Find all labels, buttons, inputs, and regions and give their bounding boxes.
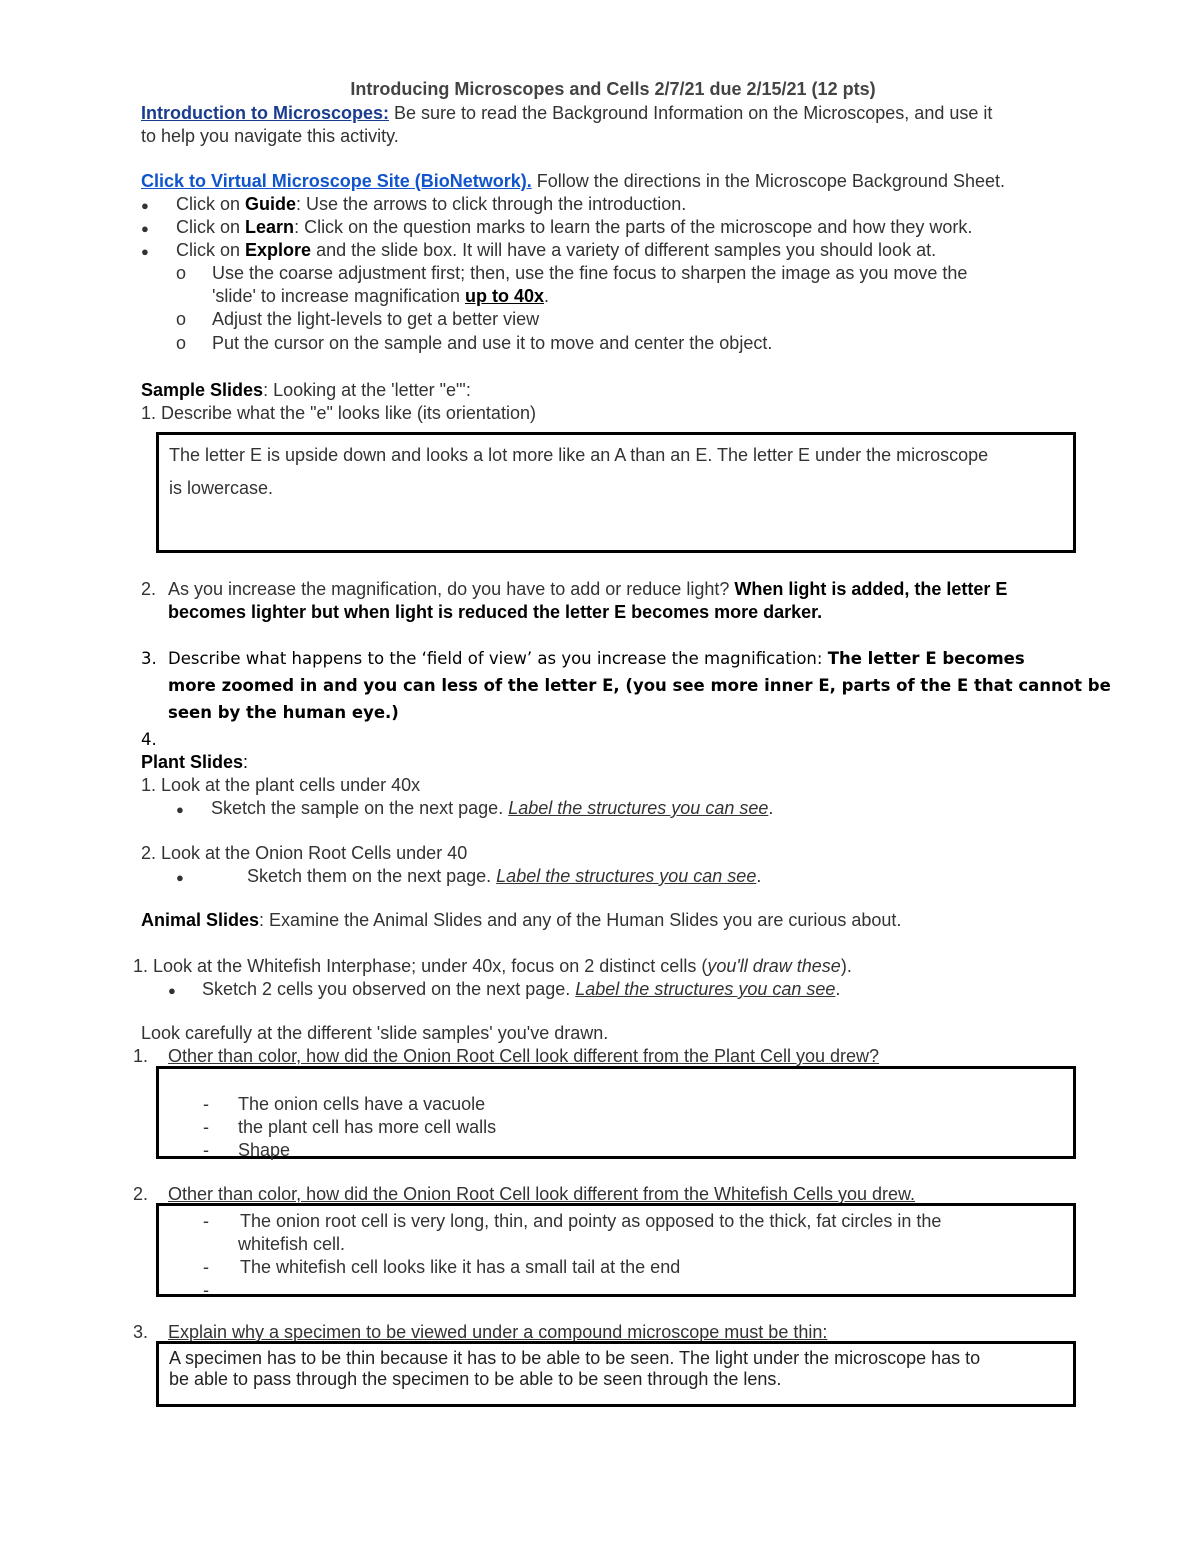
answer-text: is lowercase.	[169, 478, 274, 498]
step-text: Click on	[176, 240, 246, 260]
answer-box-3[interactable]	[156, 1203, 1076, 1300]
answer-text: The letter E becomes	[827, 649, 1025, 668]
animal-question-1-sub	[168, 978, 840, 1002]
sample-question-1: 1. Describe what the "e" looks like (its orientation)	[141, 403, 536, 423]
page-title: Introducing Microscopes and Cells 2/7/21 due 2/15/21 (12 pts)	[350, 79, 876, 99]
substep-marker: o	[176, 333, 187, 353]
sample-question-2	[168, 578, 1007, 601]
dash-marker: -	[203, 1094, 209, 1114]
plant-question-2: 2. Look at the Onion Root Cells under 40	[141, 843, 468, 863]
step-guide	[141, 193, 686, 217]
compare-question-3-number: 3.	[133, 1322, 149, 1342]
sample-question-3	[168, 645, 1025, 672]
answer-text: The letter E is upside down and looks a lot more like an A than an E. The letter E under the microscope	[169, 445, 989, 465]
substep-light: Adjust the light-levels to get a better view	[212, 309, 540, 329]
question-text: As you increase the magnification, do you have to add or reduce light?	[168, 579, 735, 599]
intro-heading: Introduction to Microscopes:	[141, 103, 390, 123]
answer-item: The onion cells have a vacuole	[238, 1094, 486, 1114]
sample-question-4-number: 4.	[141, 730, 157, 749]
substep-text: .	[544, 286, 550, 306]
label-instruction: Label the structures you can see	[496, 866, 757, 886]
answer-box-4[interactable]	[156, 1341, 1076, 1407]
link-line-text: Follow the directions in the Microscope Background Sheet.	[531, 171, 1005, 191]
question-text: ).	[840, 956, 852, 976]
step-text: Click on	[176, 194, 246, 214]
sample-slides-heading	[141, 379, 471, 402]
intro-text: Be sure to read the Background Information on the Microscopes, and use it	[389, 103, 993, 123]
animal-slides-heading	[141, 909, 901, 932]
answer-item: the plant cell has more cell walls	[238, 1117, 497, 1137]
compare-question-1-number: 1.	[133, 1046, 149, 1066]
step-text: Click on	[176, 217, 246, 237]
substep-coarse: Use the coarse adjustment first; then, use the fine focus to sharpen the image as you move the	[212, 263, 968, 283]
bullet-icon: ●	[141, 221, 149, 236]
substep-text: 'slide' to increase magnification	[212, 286, 466, 306]
step-text: : Use the arrows to click through the introduction.	[296, 194, 687, 214]
plant-question-1-sub	[176, 797, 773, 821]
plant-question-2-sub	[176, 865, 761, 889]
compare-intro: Look carefully at the different 'slide samples' you've drawn.	[141, 1023, 609, 1043]
answer-text: seen by the human eye.)	[168, 703, 399, 722]
intro-paragraph	[141, 102, 992, 125]
question-text: 1. Look at the Whitefish Interphase; under 40x, focus on 2 distinct cells (	[133, 956, 708, 976]
step-text: : Click on the question marks to learn the parts of the microscope and how they work.	[294, 217, 973, 237]
plant-slides-heading	[141, 751, 248, 774]
section-heading-text: : Examine the Animal Slides and any of the Human Slides you are curious about.	[259, 910, 902, 930]
compare-question-3: Explain why a specimen to be viewed under a compound microscope must be thin:	[168, 1322, 828, 1342]
answer-text: When light is added, the letter E	[734, 579, 1008, 599]
bullet-icon: ●	[141, 198, 149, 213]
dash-marker: -	[203, 1140, 209, 1160]
answer-text: more zoomed in and you can less of the letter E, (you see more inner E, parts of the E that cannot be	[168, 676, 1111, 695]
step-learn	[141, 216, 972, 240]
step-keyword: Learn	[245, 217, 295, 237]
instruction-text: Sketch them on the next page.	[247, 866, 497, 886]
section-heading: Plant Slides	[141, 752, 244, 772]
intro-text-cont: to help you navigate this activity.	[141, 126, 399, 146]
instruction-text: Sketch 2 cells you observed on the next page.	[202, 979, 576, 999]
bullet-icon: ●	[141, 244, 149, 259]
instruction-text: Sketch the sample on the next page.	[211, 798, 509, 818]
virtual-microscope-link[interactable]: Click to Virtual Microscope Site (BioNetwork).	[141, 171, 532, 191]
answer-text: A specimen has to be thin because it has to be able to be seen. The light under the microscope has to	[169, 1348, 981, 1368]
question-text: Describe what happens to the ‘field of view’ as you increase the magnification:	[168, 649, 828, 668]
answer-box-1[interactable]	[156, 432, 1076, 553]
plant-question-1: 1. Look at the plant cells under 40x	[141, 775, 421, 795]
substep-marker: o	[176, 263, 187, 283]
question-text-italic: you'll draw these	[707, 956, 841, 976]
section-heading: Sample Slides	[141, 380, 264, 400]
answer-box-2[interactable]	[156, 1066, 1076, 1159]
instruction-text: .	[835, 979, 841, 999]
sample-question-2-number: 2.	[141, 579, 157, 599]
section-heading-text: :	[243, 752, 249, 772]
answer-item: The whitefish cell looks like it has a small tail at the end	[240, 1257, 681, 1277]
compare-question-1: Other than color, how did the Onion Root Cell look different from the Plant Cell you drew?	[168, 1046, 880, 1066]
dash-marker: -	[203, 1257, 209, 1277]
bullet-icon: ●	[168, 983, 176, 998]
substep-cursor: Put the cursor on the sample and use it to move and center the object.	[212, 333, 773, 353]
answer-item: whitefish cell.	[238, 1234, 346, 1254]
link-line	[141, 170, 1005, 193]
answer-item: Shape	[238, 1140, 291, 1160]
step-keyword: Explore	[245, 240, 312, 260]
bullet-icon: ●	[176, 802, 184, 817]
step-explore	[141, 239, 936, 263]
step-keyword: Guide	[245, 194, 297, 214]
section-heading-text: : Looking at the 'letter "e"':	[263, 380, 471, 400]
dash-marker: -	[203, 1211, 209, 1231]
magnification-limit: up to 40x	[465, 286, 545, 306]
label-instruction: Label the structures you can see	[508, 798, 769, 818]
answer-text: be able to pass through the specimen to be able to be seen through the lens.	[169, 1369, 782, 1389]
compare-question-2-number: 2.	[133, 1184, 149, 1204]
instruction-text: .	[768, 798, 774, 818]
compare-question-2: Other than color, how did the Onion Root Cell look different from the Whitefish Cells you drew.	[168, 1184, 916, 1204]
substep-marker: o	[176, 309, 187, 329]
sample-question-3-number: 3.	[141, 649, 157, 668]
substep-coarse-cont	[212, 285, 549, 308]
answer-item: The onion root cell is very long, thin, and pointy as opposed to the thick, fat circles in the	[240, 1211, 942, 1231]
instruction-text: .	[756, 866, 762, 886]
step-text: and the slide box. It will have a variety of different samples you should look at.	[311, 240, 937, 260]
label-instruction: Label the structures you can see	[575, 979, 836, 999]
dash-marker: -	[203, 1280, 209, 1300]
answer-text: becomes lighter but when light is reduced the letter E becomes more darker.	[168, 602, 823, 622]
section-heading: Animal Slides	[141, 910, 260, 930]
bullet-icon: ●	[176, 870, 184, 885]
dash-marker: -	[203, 1117, 209, 1137]
animal-question-1	[133, 955, 852, 978]
